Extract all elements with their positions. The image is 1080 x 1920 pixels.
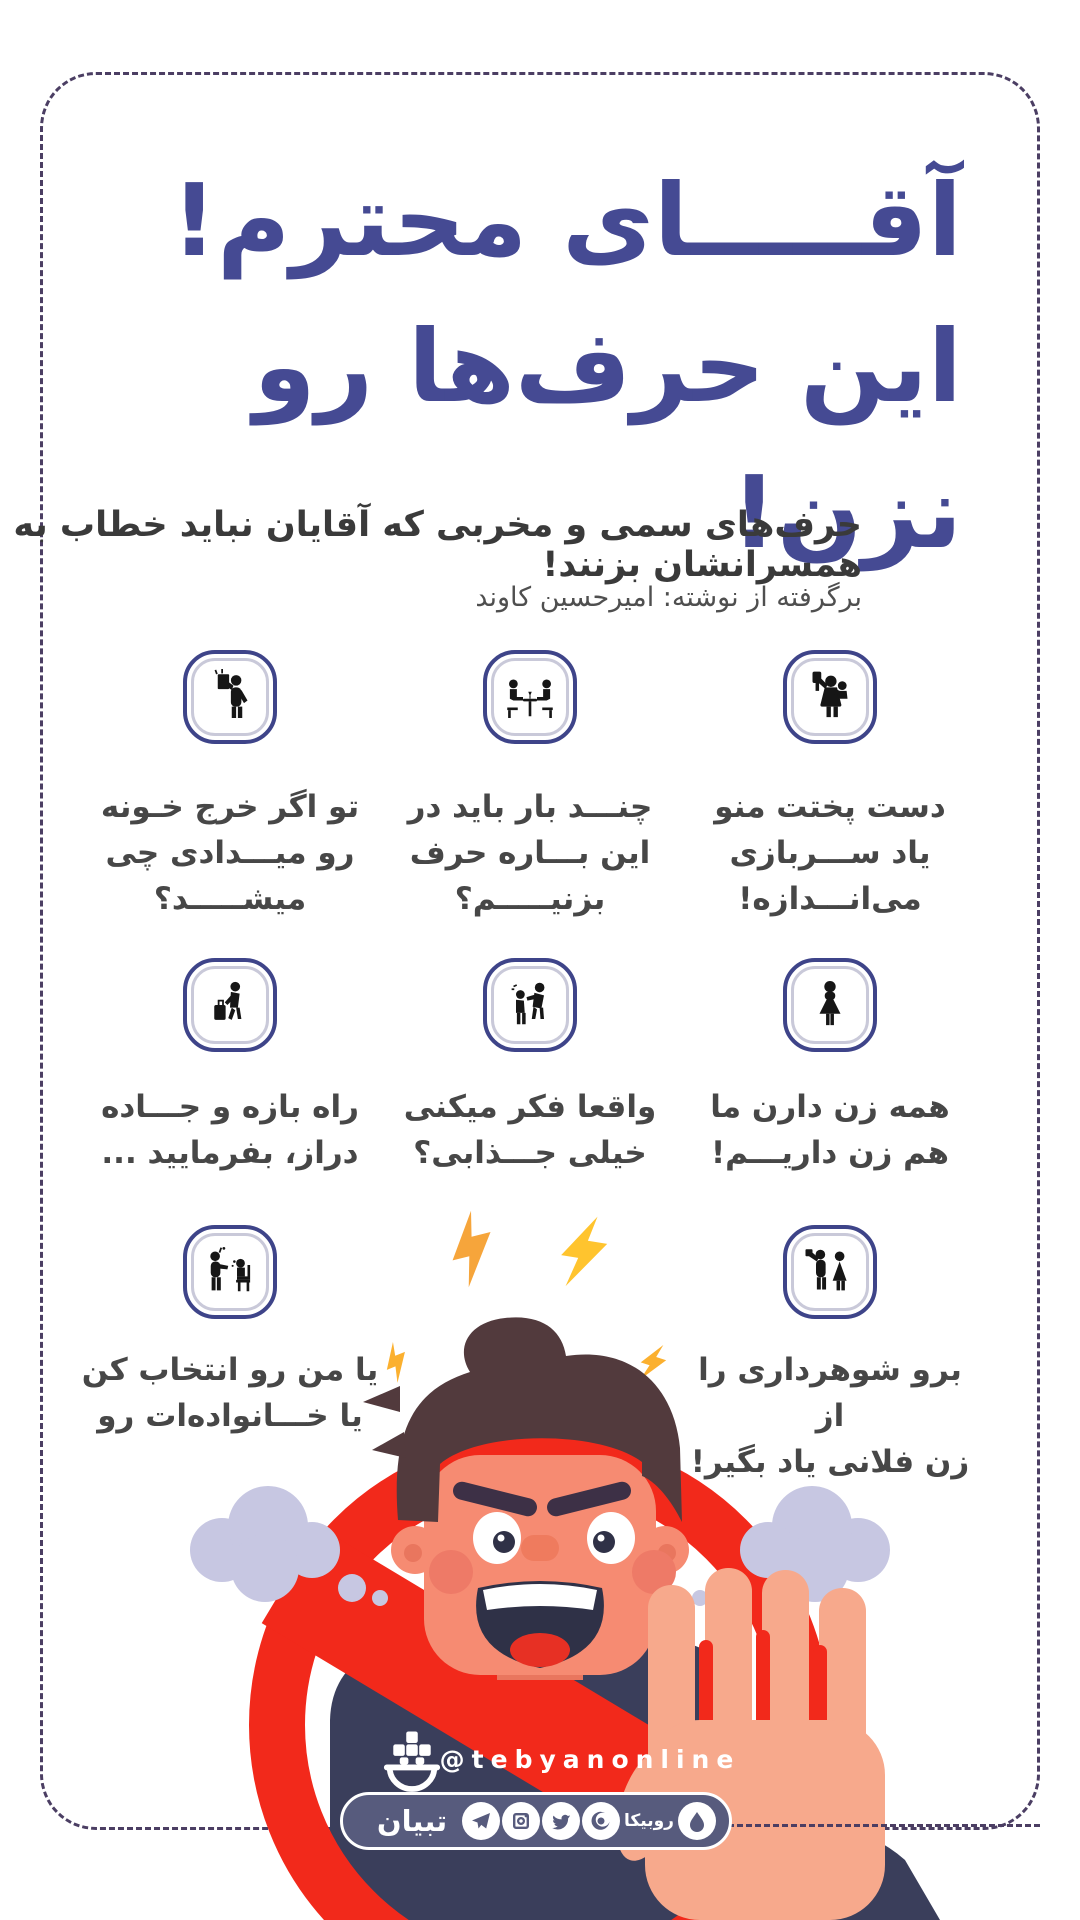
caption: واقعا فکر میکنی خیلی جـــذابی؟ [403,1089,657,1171]
eitaa-icon [582,1802,620,1840]
caption: دست پختت منو یاد ســـربازی می‌انـــدازه! [714,789,946,917]
yelling-couple-icon [502,977,558,1033]
leaving-suitcase-icon [202,977,258,1033]
telegram-icon [462,1802,500,1840]
grid-item [380,958,680,1176]
grid-item [80,958,380,1176]
title-line-2: این حرف‌ها رو نزن! [253,308,962,571]
grid-item [680,650,980,922]
instagram-icon [502,1802,540,1840]
caption: راه بازه و جـــاده دراز، بفرمایید ... [101,1089,359,1171]
subtitle: حرف‌های سمی و مخربی که آقایان نباید خطاب به همسرانشان بزنند! [13,505,862,585]
dashed-border-segment [728,1824,1040,1827]
caption: تو اگر خرج خـونه رو میـــدادی چی میشـــــد؟ [100,789,360,917]
grid-item [80,650,380,922]
twitter-icon [542,1802,580,1840]
title-line-1: آقـــــای محترم! [171,162,962,279]
caption: همه زن دارن ما هم زن داریـــم! [710,1089,950,1171]
stop-hand [604,1568,940,1920]
grid-row-2 [0,958,1080,1176]
grid-item [380,650,680,922]
tebyan-wordmark: تبیان [376,1804,448,1838]
rubika-icon [678,1802,716,1840]
money-talk-icon [202,669,258,725]
social-icons-row [462,1798,718,1844]
grid-row-1 [0,650,1080,922]
rubika-wordmark: روبیکا [624,1811,674,1831]
caption: برو شوهرداری را از زن فلانی یاد بگیر! [690,1352,970,1480]
couple-at-table-icon [502,669,558,725]
social-handle: @tebyanonline [439,1745,741,1774]
woman-icon [802,977,858,1033]
cooking-mother-icon [802,669,858,725]
grid-item [680,958,980,1176]
caption: یا من رو انتخاب کن یا خـــانواده‌ات رو [81,1352,379,1434]
credit-line: برگرفته از نوشته: امیرحسین کاوند [475,582,862,613]
caption: چنـــد بار باید در این بـــاره حرف بزنیـــــم؟ [407,789,653,917]
